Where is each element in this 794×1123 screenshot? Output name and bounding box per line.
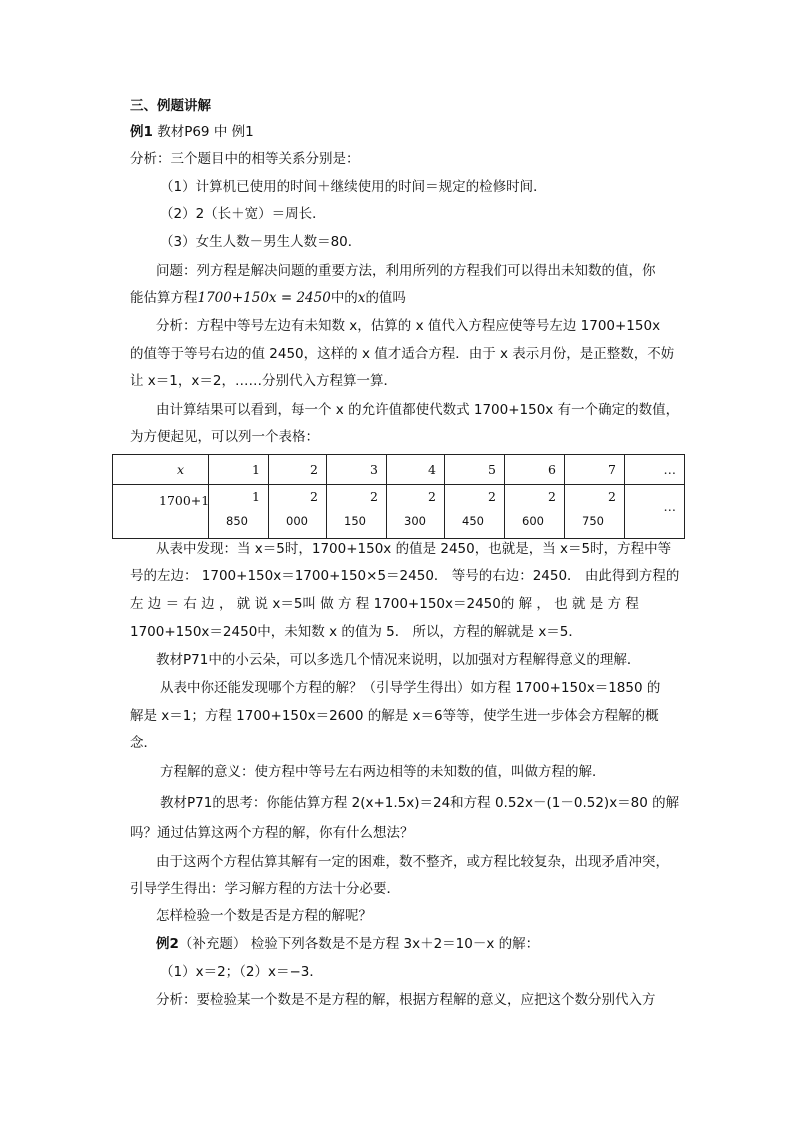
- x-value-cell: 1: [209, 455, 269, 485]
- think-line-2: 吗？通过估算这两个方程的解，你有什么想法？: [130, 825, 414, 841]
- x-value-cell: 5: [445, 455, 505, 485]
- example-1-label: 例1: [130, 124, 153, 140]
- other-line-2: 解是 x＝1；方程 1700+150x＝2600 的解是 x＝6等等，使学生进一步体会方程解的概: [130, 708, 659, 724]
- cloud-note: 教材P71中的小云朵，可以多选几个情况来说明，以加强对方程解得意义的理解．: [156, 652, 641, 668]
- example-1-heading: [130, 120, 690, 144]
- analysis-2-line-2: 的值等于等号右边的值 2450，这样的 x 值才适合方程．由于 x 表示月份，是正整数，不妨: [130, 346, 675, 362]
- other-line-3: 念．: [130, 735, 157, 751]
- value-cell: [445, 485, 505, 539]
- x-value-cell: 7: [565, 455, 625, 485]
- value-top: 2: [608, 489, 616, 504]
- difficulty-line-1: 由于这两个方程估算其解有一定的困难，数不整齐，或方程比较复杂，出现矛盾冲突，: [156, 854, 669, 870]
- other-line-1: 从表中你还能发现哪个方程的解？（引导学生得出）如方程 1700+150x＝1850 的: [160, 680, 661, 696]
- how-to-check: 怎样检验一个数是否是方程的解呢？: [156, 908, 372, 924]
- example-2-label: 例2: [156, 936, 179, 952]
- question-line-2: [130, 286, 690, 310]
- table-value-row: [113, 485, 685, 539]
- difficulty-line-2: 引导学生得出：学习解方程的方法十分必要．: [130, 881, 400, 897]
- value-cell: [565, 485, 625, 539]
- value-bottom: 750: [582, 514, 604, 528]
- table-header-row: [113, 455, 685, 485]
- think-line-1: 教材P71的思考：你能估算方程 2(x+1.5x)＝24和方程 0.52x－(1－0.52)x＝80 的解: [160, 795, 680, 811]
- found-line-4: 1700+150x＝2450中，未知数 x 的值为 5． 所以，方程的解就是 x＝5．: [130, 624, 582, 640]
- relation-1: （1）计算机已使用的时间＋继续使用的时间＝规定的检修时间．: [160, 179, 547, 195]
- x-value-cell: 2: [269, 455, 327, 485]
- value-cell: [327, 485, 387, 539]
- calc-line-2: 为方便起见，可以列一个表格：: [130, 429, 319, 445]
- x-label-cell: x: [113, 455, 209, 485]
- value-bottom: 000: [286, 514, 308, 528]
- analysis-2-line-1: 分析：方程中等号左边有未知数 x，估算的 x 值代入方程应使等号左边 1700+150x: [156, 318, 661, 334]
- relation-3: （3）女生人数－男生人数＝80．: [160, 234, 362, 250]
- example-2-items: （1）x＝2；（2）x＝−3．: [160, 964, 323, 980]
- value-cell: [505, 485, 565, 539]
- analysis-intro: 分析：三个题目中的相等关系分别是：: [130, 151, 360, 167]
- calc-line-1: 由计算结果可以看到，每一个 x 的允许值都使代数式 1700+150x 有一个确定的数值，: [156, 402, 680, 418]
- value-top: 2: [370, 489, 378, 504]
- value-bottom: 600: [522, 514, 544, 528]
- example-1-text: 教材P69 中 例1: [157, 124, 254, 140]
- value-cell: [387, 485, 445, 539]
- question-text: 能估算方程: [130, 290, 198, 306]
- value-bottom: 150: [344, 514, 366, 528]
- value-top: 2: [488, 489, 496, 504]
- value-top: 2: [548, 489, 556, 504]
- question-line-1: 问题：列方程是解决问题的重要方法，利用所列的方程我们可以得出未知数的值，你: [156, 263, 656, 279]
- ellipsis-cell: [625, 485, 685, 539]
- value-top: 2: [310, 489, 318, 504]
- question-variable: x: [357, 290, 366, 306]
- ellipsis: …: [663, 499, 676, 514]
- found-line-1: 从表中发现：当 x＝5时，1700+150x 的值是 2450，也就是，当 x＝5时，方程中等: [156, 541, 672, 557]
- value-cell: [209, 485, 269, 539]
- definition: 方程解的意义：使方程中等号左右两边相等的未知数的值，叫做方程的解．: [160, 764, 606, 780]
- expression-label: 1700+1: [159, 493, 210, 508]
- section-title: 三、例题讲解: [130, 98, 211, 114]
- example-2-text: （补充题） 检验下列各数是不是方程 3x＋2＝10－x 的解：: [178, 936, 540, 952]
- value-top: 2: [428, 489, 436, 504]
- question-text-3: 的值吗: [365, 290, 406, 306]
- value-bottom: 850: [226, 514, 248, 528]
- x-value-cell: 6: [505, 455, 565, 485]
- question-equation: 1700+150x = 2450: [197, 290, 331, 306]
- value-bottom: 300: [404, 514, 426, 528]
- expression-label-cell: [113, 485, 209, 539]
- question-text-2: 中的: [330, 290, 358, 306]
- ellipsis-cell: …: [625, 455, 685, 485]
- value-bottom: 450: [462, 514, 484, 528]
- found-line-3: 左 边 ＝ 右 边 ， 就 说 x＝5叫 做 方 程 1700+150x＝2450的 解 ， 也 就 是 方 程: [130, 596, 639, 612]
- relation-2: （2）2（长＋宽）＝周长．: [160, 206, 326, 222]
- found-line-2: 号的左边： 1700+150x＝1700+150×5＝2450． 等号的右边：2450． 由此得到方程的: [130, 568, 680, 584]
- analysis-3: 分析：要检验某一个数是不是方程的解，根据方程解的意义，应把这个数分别代入方: [156, 992, 656, 1008]
- analysis-2-line-3: 让 x＝1，x＝2，……分别代入方程算一算．: [130, 373, 397, 389]
- x-value-cell: 4: [387, 455, 445, 485]
- x-value-cell: 3: [327, 455, 387, 485]
- value-top: 1: [252, 489, 260, 504]
- value-cell: [269, 485, 327, 539]
- example-2-heading: [156, 932, 716, 956]
- value-table: [112, 454, 685, 539]
